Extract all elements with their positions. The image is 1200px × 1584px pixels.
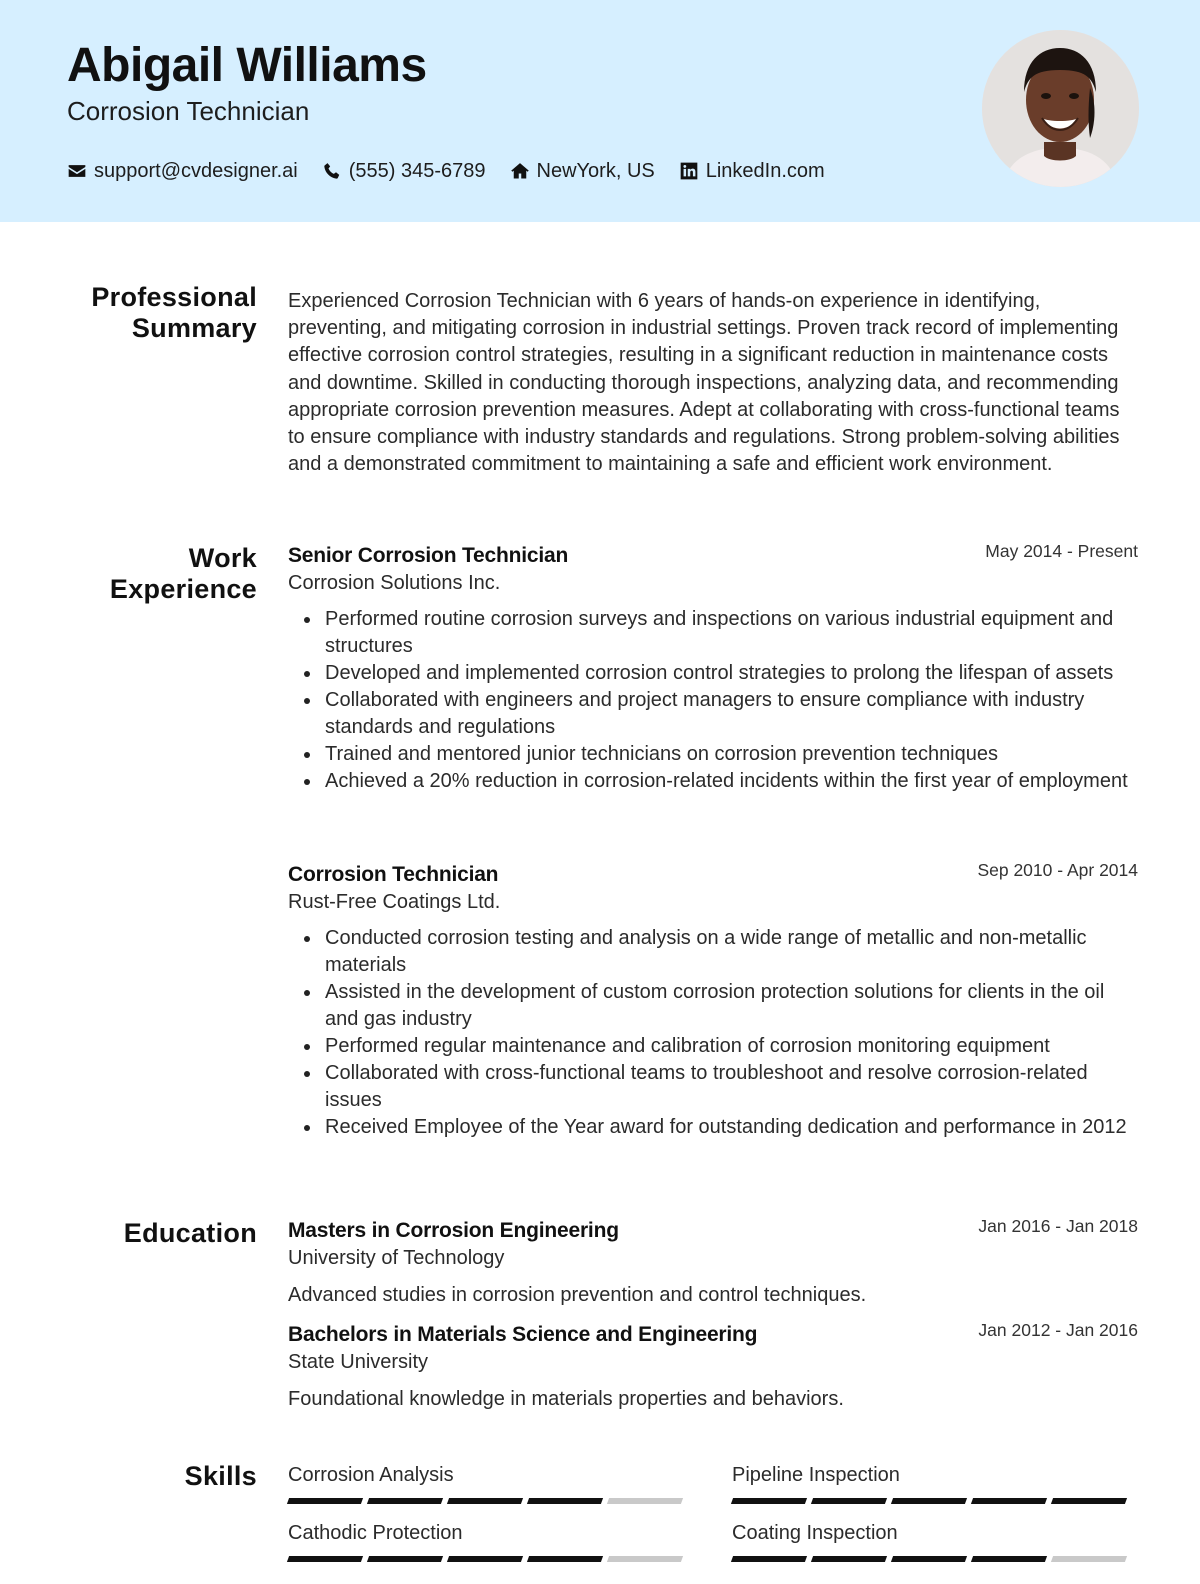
job-title: Corrosion Technician — [288, 863, 499, 886]
experience-heading-line2: Experience — [109, 574, 257, 604]
education-degree: Bachelors in Materials Science and Engineering — [288, 1323, 758, 1346]
skill-segment-filled — [287, 1498, 363, 1504]
education-entry — [288, 1322, 1138, 1413]
envelope-icon — [67, 161, 87, 181]
contact-email[interactable] — [67, 160, 298, 183]
skill-segment-filled — [971, 1556, 1047, 1562]
job-dates: Sep 2010 - Apr 2014 — [977, 860, 1138, 880]
home-icon — [510, 161, 530, 181]
skill-segment-filled — [447, 1556, 523, 1562]
job-bullet: Developed and implemented corrosion control strategies to prolong the lifespan of assets — [288, 660, 1138, 687]
skill-segment-filled — [367, 1498, 443, 1504]
education-school: University of Technology — [288, 1247, 505, 1269]
skill-segment-filled — [367, 1556, 443, 1562]
job-entry — [288, 862, 1138, 1141]
job-bullet: Received Employee of the Year award for outstanding dedication and performance in 2012 — [288, 1114, 1138, 1141]
skill-segment-filled — [527, 1498, 603, 1504]
candidate-name: Abigail Williams — [67, 39, 427, 92]
skill-segment-filled — [891, 1498, 967, 1504]
skill-level-bar — [288, 1556, 688, 1562]
education-dates: Jan 2016 - Jan 2018 — [978, 1216, 1138, 1236]
contact-location-text: NewYork, US — [536, 159, 655, 182]
skill-level-bar — [732, 1498, 1132, 1504]
resume-header — [0, 0, 1200, 222]
job-bullet: Achieved a 20% reduction in corrosion-related incidents within the first year of employment — [288, 768, 1138, 795]
profile-photo — [982, 30, 1139, 187]
contact-email-text: support@cvdesigner.ai — [94, 159, 298, 182]
job-bullet: Performed routine corrosion surveys and inspections on various industrial equipment and structures — [288, 606, 1138, 660]
skill-item — [732, 1462, 1132, 1504]
skill-segment-filled — [811, 1556, 887, 1562]
job-entry — [288, 543, 1138, 795]
skill-item — [288, 1520, 688, 1562]
job-bullet: Collaborated with cross-functional teams to troubleshoot and resolve corrosion-related issues — [288, 1060, 1138, 1114]
skill-segment-filled — [731, 1498, 807, 1504]
skill-segment-filled — [731, 1556, 807, 1562]
contact-phone-text: (555) 345-6789 — [348, 159, 486, 182]
skill-name: Corrosion Analysis — [288, 1464, 454, 1486]
summary-heading-line2: Summary — [131, 313, 257, 343]
skill-level-bar — [288, 1498, 688, 1504]
skills-heading: Skills — [184, 1461, 257, 1491]
skill-segment-empty — [607, 1498, 683, 1504]
job-bullet: Collaborated with engineers and project managers to ensure compliance with industry standards and regulations — [288, 687, 1138, 741]
education-description: Foundational knowledge in materials properties and behaviors. — [288, 1388, 844, 1410]
skill-segment-filled — [287, 1556, 363, 1562]
job-title: Senior Corrosion Technician — [288, 544, 569, 567]
skill-segment-empty — [607, 1556, 683, 1562]
skill-name: Pipeline Inspection — [732, 1464, 900, 1486]
skill-segment-empty — [1051, 1556, 1127, 1562]
skill-level-bar — [732, 1556, 1132, 1562]
summary-heading-line1: Professional — [91, 282, 257, 312]
job-bullet: Performed regular maintenance and calibration of corrosion monitoring equipment — [288, 1033, 1138, 1060]
summary-content — [288, 288, 1138, 478]
skill-name: Cathodic Protection — [288, 1522, 463, 1544]
contact-linkedin-text: LinkedIn.com — [705, 159, 825, 182]
avatar — [982, 30, 1139, 187]
candidate-title: Corrosion Technician — [67, 96, 310, 126]
skill-segment-filled — [971, 1498, 1047, 1504]
education-description: Advanced studies in corrosion prevention and control techniques. — [288, 1284, 867, 1306]
skill-name: Coating Inspection — [732, 1522, 898, 1544]
contact-row — [67, 156, 849, 186]
phone-icon — [322, 161, 342, 181]
skill-segment-filled — [447, 1498, 523, 1504]
contact-linkedin[interactable] — [679, 160, 825, 183]
job-bullets — [288, 925, 1138, 1141]
skill-segment-filled — [811, 1498, 887, 1504]
section-heading-education — [60, 1218, 257, 1249]
education-school: State University — [288, 1351, 429, 1373]
contact-location — [510, 160, 655, 183]
education-entry — [288, 1218, 1138, 1309]
job-company: Corrosion Solutions Inc. — [288, 572, 501, 594]
job-bullet: Assisted in the development of custom corrosion protection solutions for clients in the oil and gas industry — [288, 979, 1138, 1033]
skill-item — [288, 1462, 688, 1504]
contact-phone[interactable] — [322, 160, 486, 183]
job-dates: May 2014 - Present — [985, 541, 1138, 561]
section-heading-summary — [60, 282, 257, 344]
education-degree: Masters in Corrosion Engineering — [288, 1219, 619, 1242]
skill-segment-filled — [891, 1556, 967, 1562]
job-bullet: Conducted corrosion testing and analysis on a wide range of metallic and non-metallic materials — [288, 925, 1138, 979]
job-bullet: Trained and mentored junior technicians on corrosion prevention techniques — [288, 741, 1138, 768]
section-heading-experience — [60, 543, 257, 605]
job-bullets — [288, 606, 1138, 795]
education-heading: Education — [123, 1218, 257, 1248]
section-heading-skills — [60, 1461, 257, 1492]
summary-text: Experienced Corrosion Technician with 6 years of hands-on experience in identifying, preventing, and mitigating corrosion in industrial settings. Proven track record of implementing effective corrosion control strategies, resulting in a significant reduction in maintenance costs and downtime. Skilled in conducting thorough inspections, analyzing data, and recommending appropriate corrosion prevention measures. Adept at collaborating with cross-functional teams to ensure compliance with industry standards and regulations. Strong problem-solving abilities and a demonstrated commitment to maintaining a safe and efficient work environment. — [288, 290, 1120, 476]
skill-segment-filled — [527, 1556, 603, 1562]
linkedin-icon — [679, 161, 699, 181]
job-company: Rust-Free Coatings Ltd. — [288, 891, 501, 913]
experience-heading-line1: Work — [188, 543, 257, 573]
skill-segment-filled — [1051, 1498, 1127, 1504]
education-dates: Jan 2012 - Jan 2016 — [978, 1320, 1138, 1340]
skill-item — [732, 1520, 1132, 1562]
